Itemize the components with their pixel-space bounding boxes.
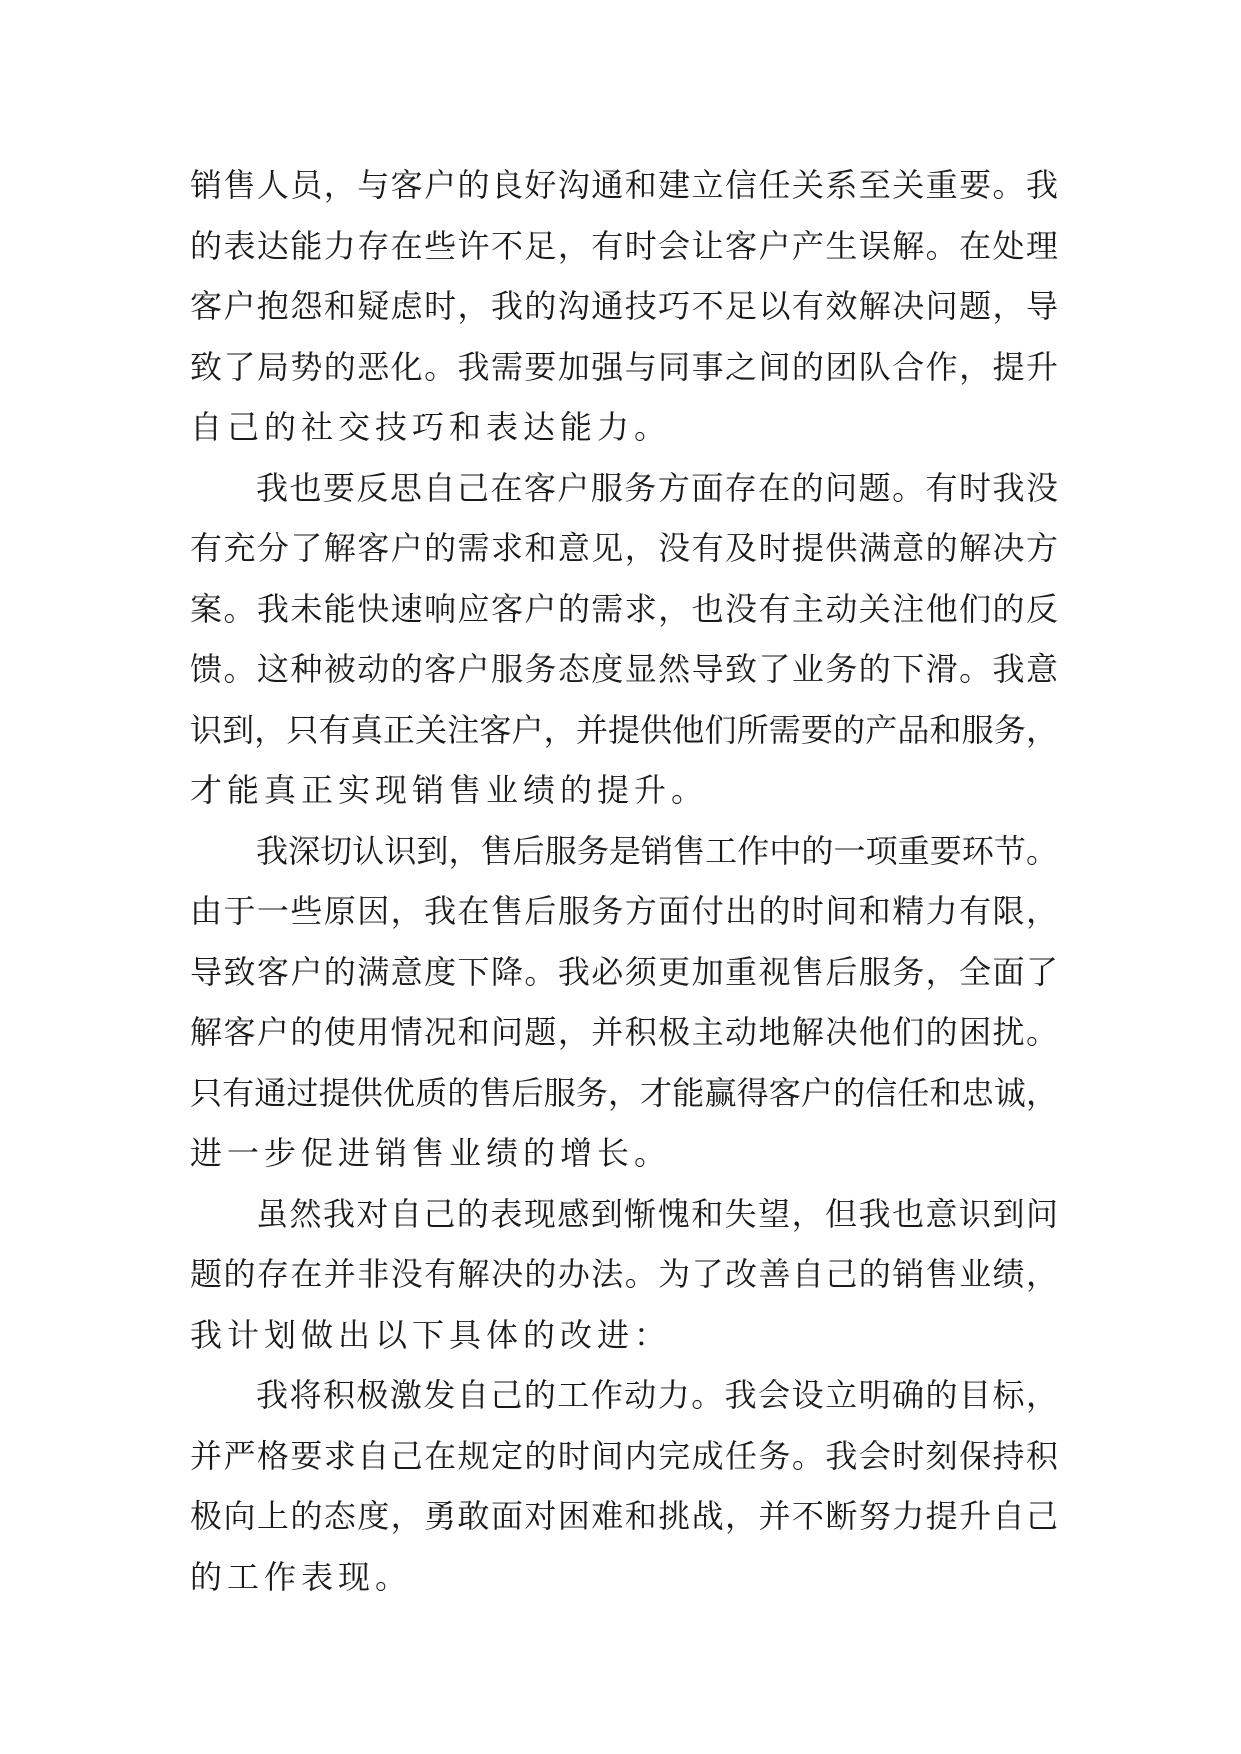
text-line: 才能真正实现销售业绩的提升。 <box>190 771 709 809</box>
text-line: 识到，只有真正关注客户，并提供他们所需要的产品和服务， <box>190 710 1058 749</box>
text-line: 只有通过提供优质的售后服务，才能赢得客户的信任和忠诚， <box>190 1073 1058 1112</box>
text-line: 的工作表现。 <box>190 1557 413 1596</box>
text-line: 的表达能力存在些许不足，有时会让客户产生误解。在处理 <box>190 226 1058 265</box>
text-line: 我计划做出以下具体的改进： <box>190 1315 672 1354</box>
text-line: 客户抱怨和疑虑时，我的沟通技巧不足以有效解决问题，导 <box>190 287 1058 325</box>
text-line: 馈。这种被动的客户服务态度显然导致了业务的下滑。我意 <box>190 650 1058 688</box>
text-line: 案。我未能快速响应客户的需求，也没有主动关注他们的反 <box>190 589 1058 628</box>
text-line: 进一步促进销售业绩的增长。 <box>190 1134 672 1172</box>
text-line: 解客户的使用情况和问题，并积极主动地解决他们的困扰。 <box>190 1013 1058 1051</box>
text-line: 并严格要求自己在规定的时间内完成任务。我会时刻保持积 <box>190 1436 1058 1475</box>
text-line: 题的存在并非没有解决的办法。为了改善自己的销售业绩， <box>190 1255 1058 1293</box>
text-line: 我也要反思自己在客户服务方面存在的问题。有时我没 <box>256 468 1058 507</box>
text-line: 有充分了解客户的需求和意见，没有及时提供满意的解决方 <box>190 529 1058 567</box>
text-line: 虽然我对自己的表现感到惭愧和失望，但我也意识到问 <box>256 1194 1058 1233</box>
text-line: 我将积极激发自己的工作动力。我会设立明确的目标， <box>256 1376 1058 1414</box>
text-line: 由于一些原因，我在售后服务方面付出的时间和精力有限， <box>190 892 1058 930</box>
text-line: 导致客户的满意度下降。我必须更加重视售后服务，全面了 <box>190 952 1058 991</box>
text-line: 自己的社交技巧和表达能力。 <box>190 408 672 446</box>
text-line: 致了局势的恶化。我需要加强与同事之间的团队合作，提升 <box>190 347 1058 386</box>
text-line: 销售人员，与客户的良好沟通和建立信任关系至关重要。我 <box>190 166 1058 204</box>
text-line: 极向上的态度，勇敢面对困难和挑战，并不断努力提升自己 <box>190 1497 1058 1535</box>
body-text <box>190 155 1058 1607</box>
text-line: 我深切认识到，售后服务是销售工作中的一项重要环节。 <box>256 831 1058 870</box>
